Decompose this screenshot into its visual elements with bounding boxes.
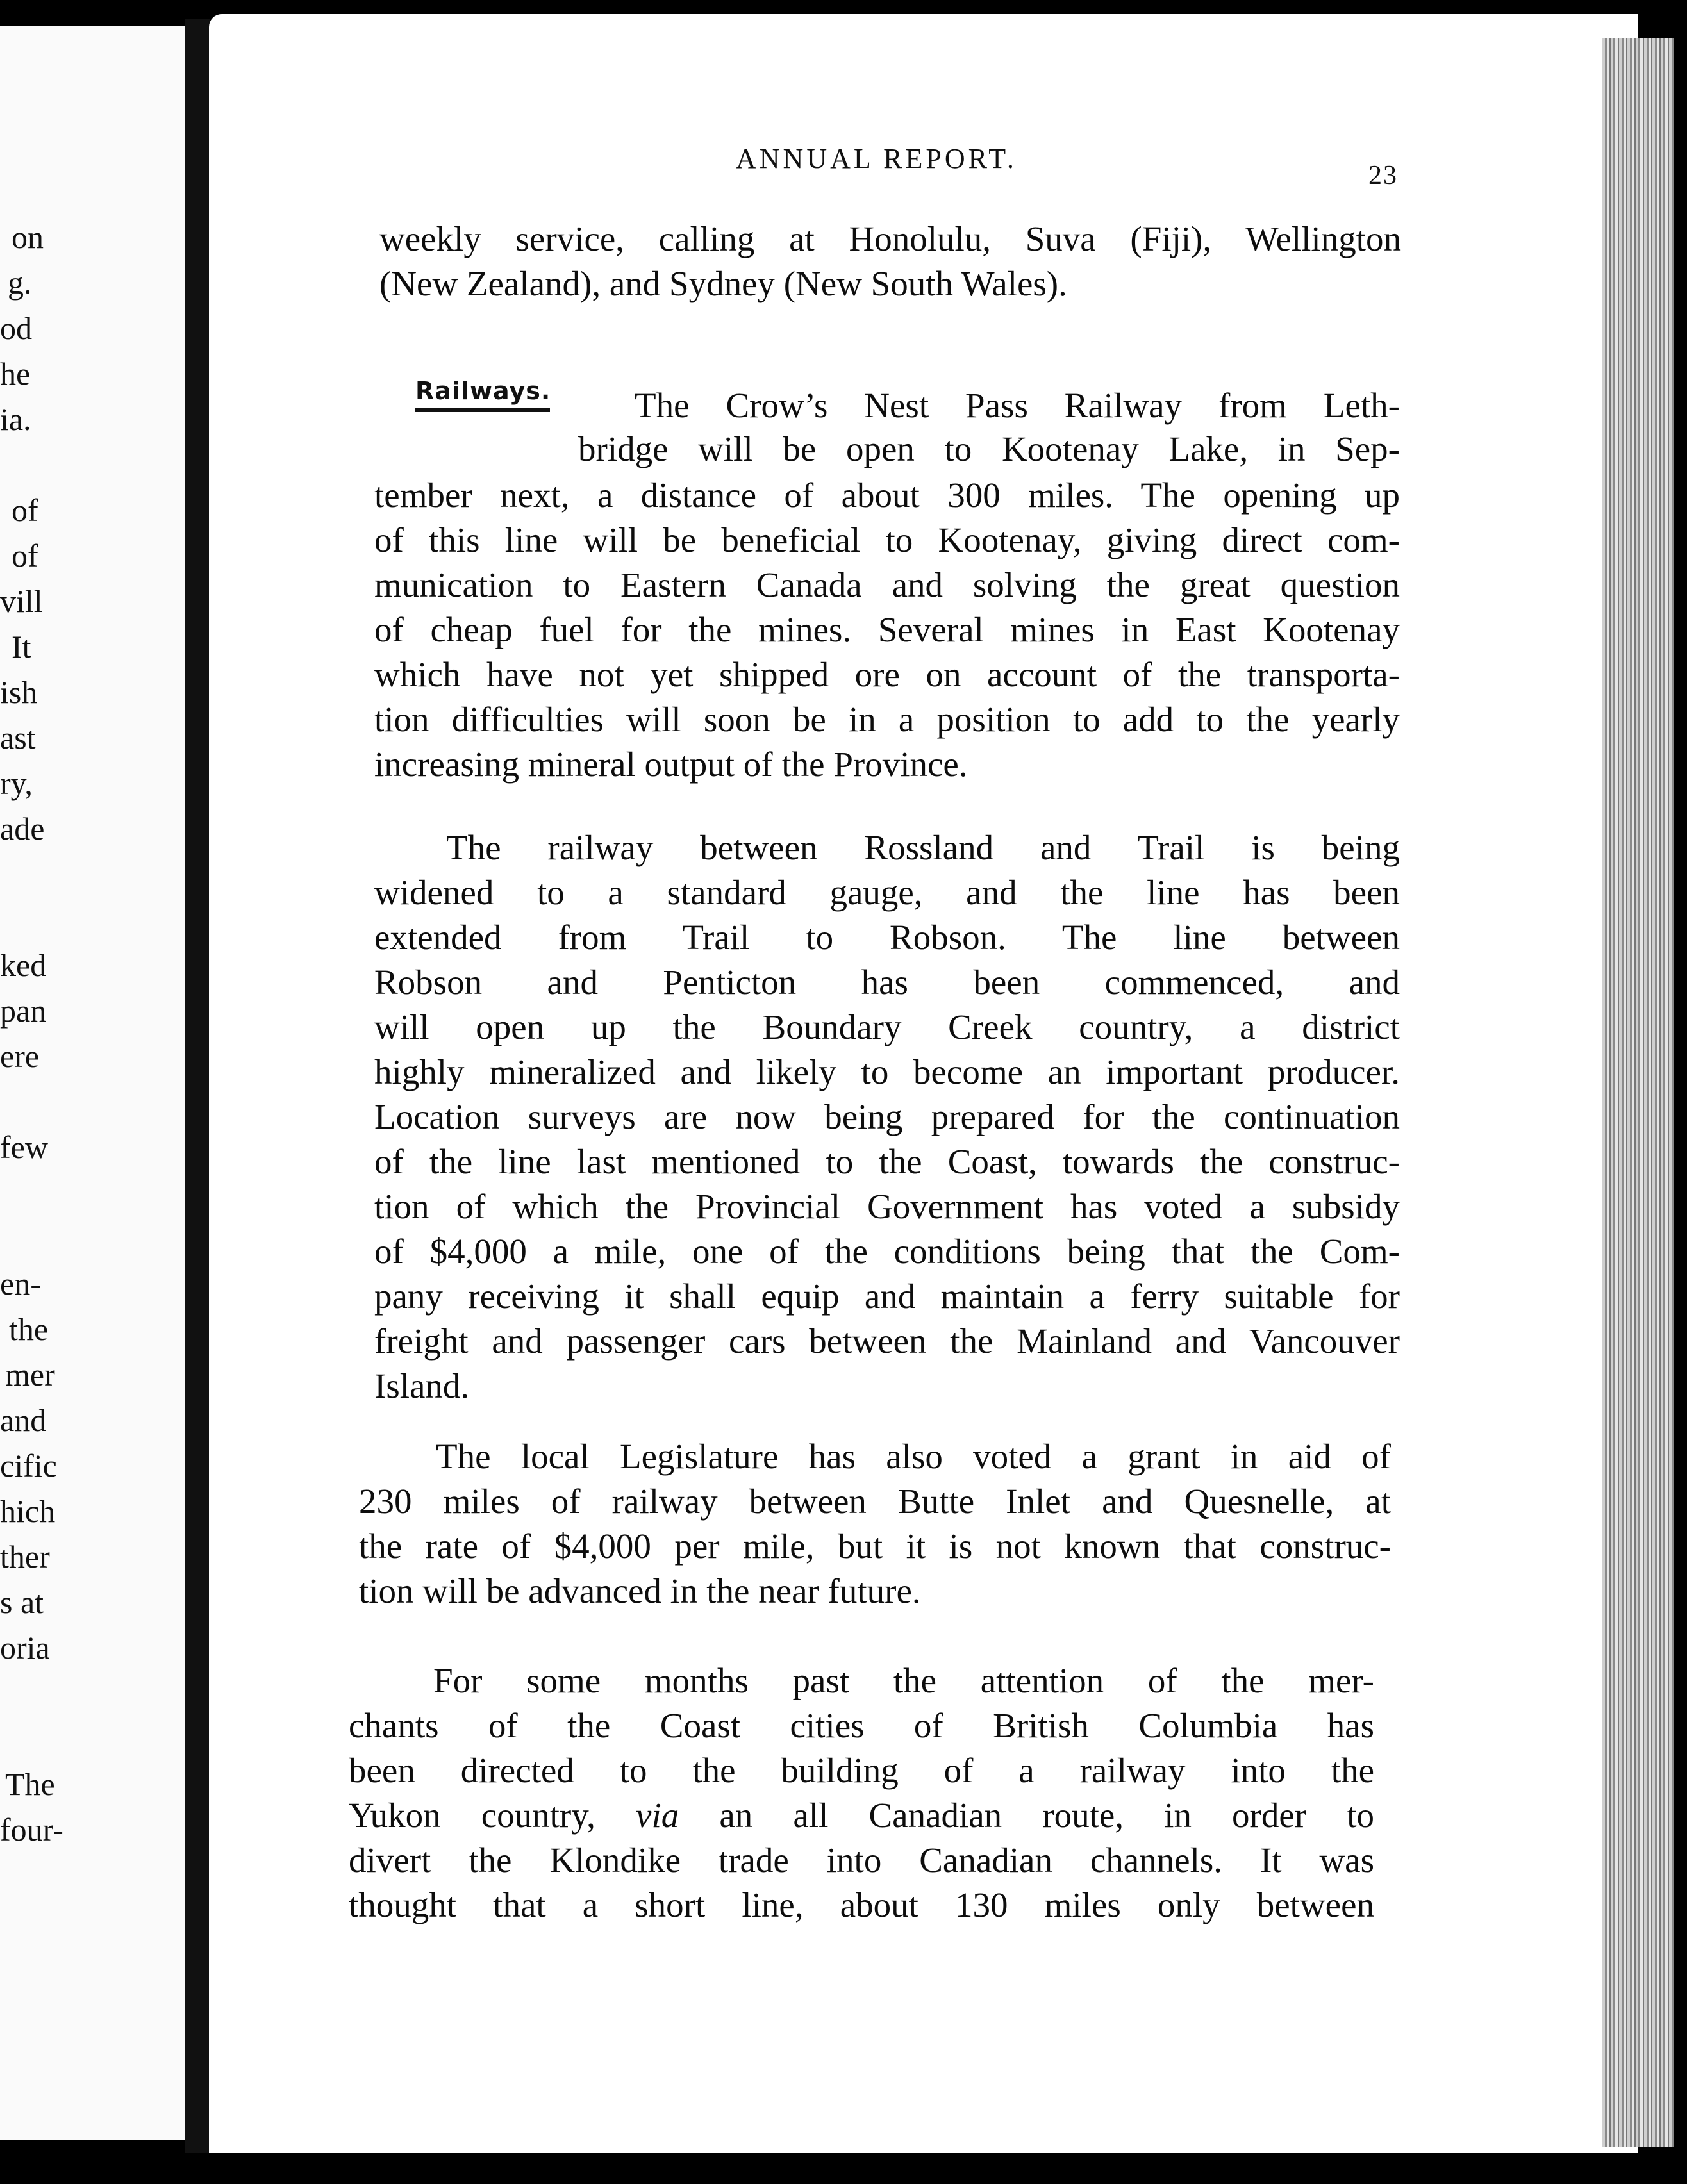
text-line: extended from Trail to Robson. The line between (374, 918, 1400, 957)
facing-page-fragment: ry, (0, 765, 33, 801)
facing-page-fragment: hich (0, 1493, 56, 1529)
facing-page-fragment (0, 855, 192, 900)
text-line: of $4,000 a mile, one of the conditions being that the Com- (374, 1232, 1400, 1271)
facing-page-fragment (0, 445, 192, 491)
facing-page-fragment: on (12, 219, 44, 255)
facing-page-fragment: ish (0, 674, 38, 710)
running-title: ANNUAL REPORT. (736, 143, 1017, 174)
page-edges (1602, 38, 1674, 2147)
facing-page-fragment: ast (0, 720, 36, 756)
facing-page-fragment: he (0, 356, 31, 392)
facing-page-fragment: few (0, 1129, 48, 1165)
text-line: widened to a standard gauge, and the line has been (374, 873, 1400, 912)
facing-page-fragment (0, 1674, 192, 1719)
text-line: tion of which the Provincial Government has voted a subsidy (374, 1187, 1400, 1226)
text-line: of cheap fuel for the mines. Several mines in East Kootenay (374, 610, 1400, 649)
text-line: 230 miles of railway between Butte Inlet and Quesnelle, at (359, 1482, 1391, 1521)
text-line: tember next, a distance of about 300 miles. The opening up (374, 476, 1400, 515)
text-line: Location surveys are now being prepared for the continuation (374, 1097, 1400, 1136)
sidenote-underline (415, 408, 550, 412)
facing-page-fragment: od (0, 310, 32, 346)
facing-page-fragment: mer (5, 1357, 55, 1393)
facing-page-fragment: The (5, 1766, 55, 1802)
facing-page-text-fragments (0, 218, 192, 1856)
text-line: weekly service, calling at Honolulu, Suva (Fiji), Wellington (379, 219, 1401, 258)
facing-page-fragment: ked (0, 947, 47, 983)
facing-page-fragment: ade (0, 811, 45, 847)
text-line: For some months past the attention of the mer- (433, 1661, 1374, 1700)
facing-page-fragment (0, 1719, 192, 1765)
text-line: Yukon country, via an all Canadian route, in order to (349, 1796, 1374, 1835)
facing-page-fragment: g. (8, 265, 32, 301)
facing-page-fragment: vill (0, 583, 43, 619)
text-line: pany receiving it shall equip and maintain a ferry suitable for (374, 1277, 1400, 1316)
facing-page-fragment: ere (0, 1038, 40, 1074)
text-line: Robson and Penticton has been commenced, and (374, 963, 1400, 1002)
facing-page-fragment: oria (0, 1630, 50, 1666)
text-line: tion will be advanced in the near future. (359, 1571, 921, 1610)
facing-page-fragment: the (9, 1311, 49, 1347)
facing-page-fragment: s at (0, 1584, 44, 1620)
text-line: The Crow’s Nest Pass Railway from Leth- (635, 386, 1400, 425)
text-line: The local Legislature has also voted a grant in aid of (436, 1437, 1391, 1476)
text-line: the rate of $4,000 per mile, but it is not known that construc- (359, 1526, 1391, 1566)
facing-page-fragment: pan (0, 993, 47, 1029)
facing-page (0, 26, 192, 2140)
facing-page-fragment (0, 1173, 192, 1219)
facing-page-fragment (0, 900, 192, 946)
scan-border (0, 2153, 1687, 2184)
text-line: of the line last mentioned to the Coast, towards the construc- (374, 1142, 1400, 1181)
text-line: thought that a short line, about 130 miles only between (349, 1885, 1374, 1924)
facing-page-fragment: of (12, 538, 38, 574)
text-line: increasing mineral output of the Province. (374, 745, 968, 784)
text-line: Island. (374, 1366, 470, 1405)
facing-page-fragment: four- (0, 1812, 63, 1848)
sidenote-railways: Railways. (415, 377, 551, 405)
book-gutter (185, 19, 210, 2153)
text-line: divert the Klondike trade into Canadian channels. It was (349, 1841, 1374, 1880)
text-line: which have not yet shipped ore on account of the transporta- (374, 655, 1400, 694)
facing-page-fragment: and (0, 1402, 47, 1438)
facing-page-fragment: of (12, 492, 38, 528)
text-line: (New Zealand), and Sydney (New South Wales). (379, 264, 1067, 303)
text-line: been directed to the building of a railway into the (349, 1751, 1374, 1790)
text-line: highly mineralized and likely to become an important producer. (374, 1052, 1400, 1091)
facing-page-fragment (0, 1082, 192, 1128)
facing-page-fragment (0, 1219, 192, 1264)
text-line: The railway between Rossland and Trail is being (446, 828, 1400, 867)
text-line: munication to Eastern Canada and solving the great question (374, 565, 1400, 604)
text-line: will open up the Boundary Creek country, a district (374, 1007, 1400, 1046)
text-line: tion difficulties will soon be in a position to add to the yearly (374, 700, 1400, 739)
text-line: of this line will be beneficial to Kootenay, giving direct com- (374, 520, 1400, 559)
facing-page-fragment: cific (0, 1448, 57, 1484)
facing-page-fragment: ther (0, 1539, 50, 1575)
page-number: 23 (1368, 161, 1398, 190)
facing-page-fragment: ia. (0, 401, 31, 437)
facing-page-fragment: It (12, 629, 31, 665)
italic-word: via (636, 1796, 679, 1835)
text-line: freight and passenger cars between the Mainland and Vancouver (374, 1321, 1400, 1361)
text-line: chants of the Coast cities of British Columbia has (349, 1706, 1374, 1745)
text-line: bridge will be open to Kootenay Lake, in Sep- (578, 429, 1400, 468)
facing-page-fragment: en- (0, 1266, 41, 1302)
